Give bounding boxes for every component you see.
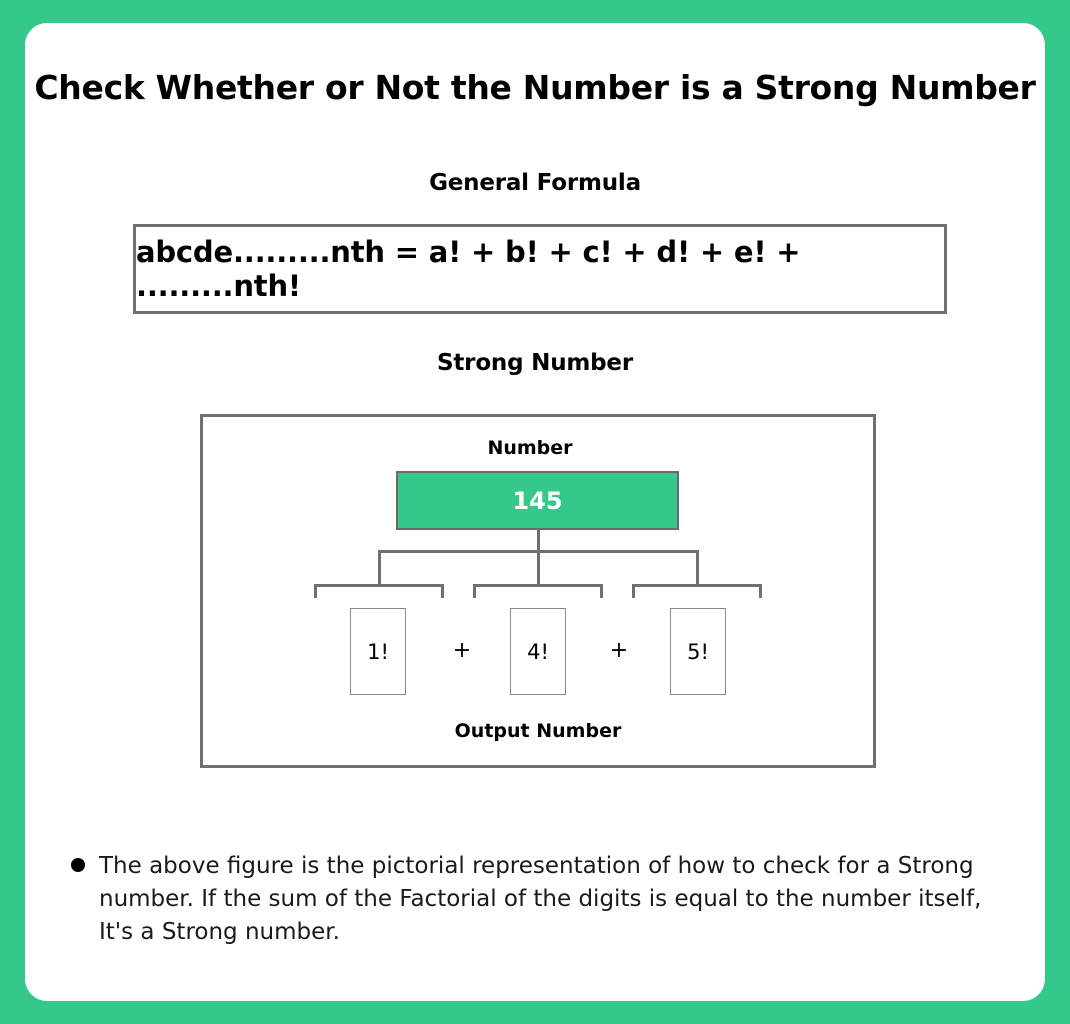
bracket-mid-top [473,584,603,587]
bracket-left-l [314,584,317,598]
strong-number-diagram [200,414,876,768]
digit-box-2 [510,608,566,695]
plus-operator-1: + [452,638,472,663]
bracket-mid-l [473,584,476,598]
digit-factorial-1: 1! [367,639,389,664]
connector-right [696,550,699,586]
bracket-right-top [632,584,762,587]
plus-operator-2: + [609,638,629,663]
number-value-box [396,471,679,530]
bracket-mid-r [600,584,603,598]
digit-box-3 [670,608,726,695]
output-number-label: Output Number [454,720,622,742]
formula-box [133,224,947,314]
number-label: Number [487,437,573,459]
number-value: 145 [512,486,563,515]
formula-text: abcde.........nth = a! + b! + c! + d! + e! + .........nth! [136,235,801,303]
connector-left [378,550,381,586]
bullet-icon [71,858,85,872]
digit-box-1 [350,608,406,695]
digit-factorial-2: 4! [527,639,549,664]
description-text: The above figure is the pictorial representation of how to check for a Strong number. If the sum of the Factorial of the digits is equal to the number itself, It's a Strong number. [99,853,982,945]
connector-trunk [537,528,540,552]
page-title: Check Whether or Not the Number is a Strong Number [34,68,1036,107]
strong-number-heading: Strong Number [437,350,633,376]
general-formula-heading: General Formula [429,170,641,196]
bracket-right-r [759,584,762,598]
digit-factorial-3: 5! [687,639,709,664]
bracket-left-top [314,584,444,587]
bracket-right-l [632,584,635,598]
connector-middle [537,550,540,586]
bracket-left-r [441,584,444,598]
